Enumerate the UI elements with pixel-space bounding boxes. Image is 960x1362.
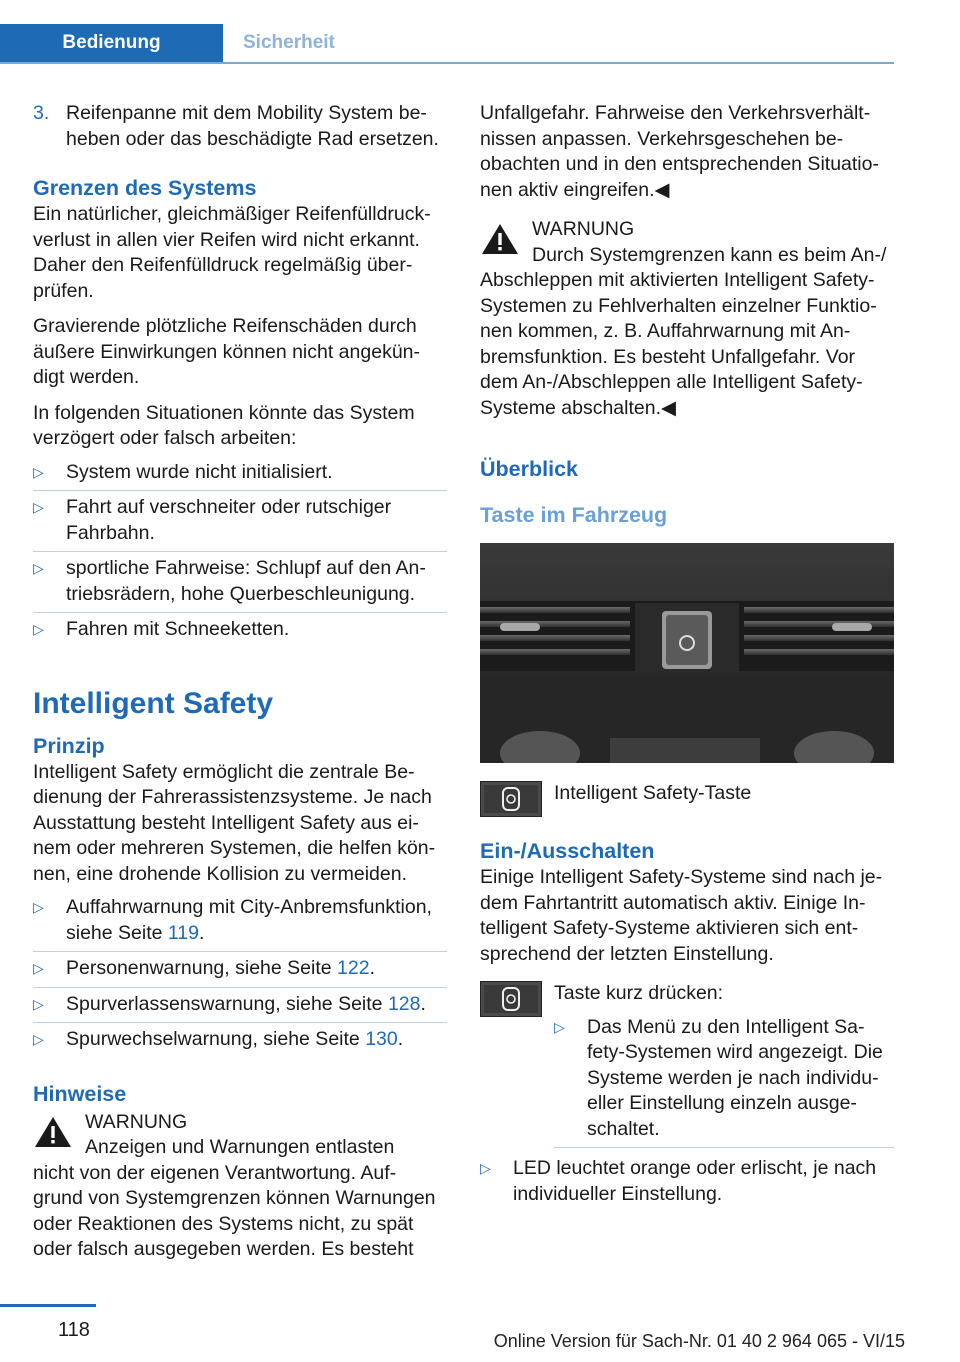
triangle-bullet-icon: ▷ — [33, 499, 44, 515]
triangle-bullet-icon: ▷ — [554, 1018, 565, 1035]
list-item: ▷ sportliche Fahrweise: Schlupf auf den An- triebsrädern, hohe Querbeschleunigung. — [33, 552, 447, 613]
warning-triangle-icon — [33, 1114, 73, 1150]
paragraph: In folgenden Situationen könnte das System verzögert oder falsch arbeiten: — [33, 401, 415, 449]
button-caption: Intelligent Safety-Taste — [554, 782, 752, 804]
list-item: ▷ Fahren mit Schneeketten. — [33, 613, 447, 648]
right-column — [480, 101, 894, 1226]
list-item: ▷ Fahrt auf verschneiter oder rutschiger Fahrbahn. — [33, 491, 447, 552]
warning-text: nicht von der eigenen Verantwortung. Auf- grund von Systemgrenzen können Warnungen oder Reaktionen des Systems nicht, zu spät oder falsch ausgegeben werden. Es besteht — [33, 1161, 436, 1260]
triangle-bullet-icon: ▷ — [33, 995, 44, 1012]
heading-ein-ausschalten: Ein-/Ausschalten — [480, 839, 655, 863]
button-caption-row — [480, 781, 894, 817]
list-item: ▷ Das Menü zu den Intelligent Sa- fety-Systemen wird angezeigt. Die Systeme werden je nach individu- eller Einstellung einzeln ausge- schaltet. — [554, 1011, 894, 1149]
heading-taste-im-fahrzeug: Taste im Fahrzeug — [480, 503, 668, 527]
step-number: 3. — [33, 102, 50, 124]
tab-bedienung[interactable]: Bedienung — [0, 24, 223, 62]
list-item: ▷ System wurde nicht initialisiert. — [33, 456, 447, 492]
page-link-128[interactable]: 128 — [387, 992, 421, 1015]
dashboard-photo — [480, 543, 894, 763]
heading-hinweise: Hinweise — [33, 1081, 127, 1106]
warning-first-line: Durch Systemgrenzen kann es beim An-/ — [532, 243, 887, 266]
step-text: Reifenpanne mit dem Mobility System be- heben oder das beschädigte Rad ersetzen. — [66, 102, 439, 150]
heading-ueberblick: Überblick — [480, 457, 578, 481]
warning-block — [33, 1110, 447, 1263]
triangle-bullet-icon: ▷ — [33, 960, 44, 976]
paragraph: Einige Intelligent Safety-Systeme sind nach je- dem Fahrtantritt automatisch aktiv. Einige In- telligent Safety-Systeme aktivieren sich ent- sprechend der letzten Einstellung. — [480, 866, 883, 965]
triangle-bullet-icon: ▷ — [33, 621, 44, 637]
prinzip-list — [33, 891, 447, 1058]
paragraph: Gravierende plötzliche Reifenschäden durch äußere Einwirkungen können nicht angekün- digt werden. — [33, 315, 421, 388]
warning-label: WARNUNG — [532, 218, 635, 240]
section-title-intelligent-safety: Intelligent Safety — [33, 686, 274, 720]
intelligent-safety-button-icon — [480, 781, 542, 817]
left-column — [33, 101, 447, 1275]
step-3 — [33, 101, 447, 152]
einaus-list — [480, 1152, 894, 1212]
page-link-119[interactable]: 119 — [167, 921, 199, 944]
list-item: ▷ Spurwechselwarnung, siehe Seite 130. — [33, 1023, 447, 1058]
list-item: ▷ Spurverlassenswarnung, siehe Seite 128. — [33, 988, 447, 1024]
warning-block — [480, 217, 894, 421]
press-instruction-row — [480, 981, 894, 1148]
triangle-bullet-icon: ▷ — [480, 1160, 491, 1176]
warning-first-line: Anzeigen und Warnungen entlasten — [85, 1136, 395, 1158]
footer-rule — [0, 1304, 96, 1307]
page-link-122[interactable]: 122 — [337, 957, 370, 979]
triangle-bullet-icon: ▷ — [33, 560, 44, 576]
warning-text: Abschleppen mit aktivierten Intelligent Safety- Systemen zu Fehlverhalten einzelner Funktio- nen kommen, z. B. Auffahrwarnung mit An- bremsfunktion. Es besteht Unfallgefahr. Vor dem An-/Abschleppen alle Intelligent Safety- Systeme abschalten.◀ — [480, 269, 877, 419]
list-item: ▷ Auffahrwarnung mit City-Anbremsfunktion, siehe Seite 119. — [33, 891, 447, 952]
page-number: 118 — [58, 1319, 90, 1341]
heading-prinzip: Prinzip — [33, 733, 105, 758]
section-tabs — [0, 24, 894, 64]
tab-sicherheit[interactable]: Sicherheit — [243, 32, 335, 53]
list-item: ▷ Personenwarnung, siehe Seite 122. — [33, 952, 447, 988]
intelligent-safety-button-icon — [480, 981, 542, 1017]
triangle-bullet-icon: ▷ — [33, 1031, 44, 1047]
heading-grenzen: Grenzen des Systems — [33, 176, 257, 200]
warning-label: WARNUNG — [85, 1110, 188, 1133]
footer-version: Online Version für Sach-Nr. 01 40 2 964 065 - VI/15 — [493, 1331, 905, 1351]
grenzen-list — [33, 456, 447, 648]
paragraph: Ein natürlicher, gleichmäßiger Reifenfülldruck- verlust in allen vier Reifen wird nicht erkannt. Daher den Reifenfülldruck regelmäßig über- prüfen. — [33, 203, 431, 302]
list-item: ▷ LED leuchtet orange oder erlischt, je nach individueller Einstellung. — [480, 1152, 894, 1212]
triangle-bullet-icon: ▷ — [33, 463, 44, 480]
paragraph: Intelligent Safety ermöglicht die zentrale Be- dienung der Fahrerassistenzsysteme. Je nach Ausstattung besteht Intelligent Safety aus ei- nem oder mehreren Systemen, die helfen kön- nen, eine drohende Kollision zu vermeiden. — [33, 760, 436, 885]
page-link-130[interactable]: 130 — [365, 1028, 398, 1050]
press-instruction: Taste kurz drücken: — [554, 982, 724, 1004]
paragraph: Unfallgefahr. Fahrweise den Verkehrsverhält- nissen anpassen. Verkehrsgeschehen be- obachten und in den entsprechenden Situatio- nen aktiv eingreifen.◀ — [480, 102, 879, 201]
triangle-bullet-icon: ▷ — [33, 899, 44, 915]
warning-triangle-icon — [480, 221, 520, 257]
press-sub-list — [554, 1011, 894, 1149]
